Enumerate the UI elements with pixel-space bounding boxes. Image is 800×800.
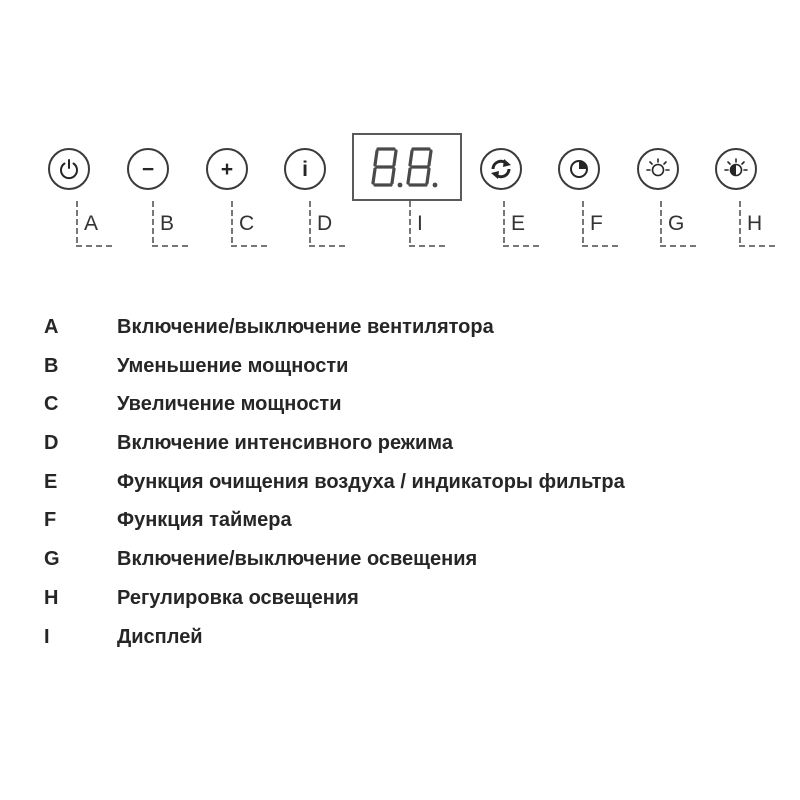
callout-e <box>503 201 543 249</box>
seven-segment-display <box>352 133 462 201</box>
callout-label: D <box>317 212 333 235</box>
legend-text: Включение интенсивного режима <box>117 432 453 455</box>
air-purification-button[interactable] <box>480 148 522 190</box>
legend-letter: H <box>44 586 59 609</box>
legend-text: Функция таймера <box>117 509 292 532</box>
legend-letter: D <box>44 432 59 455</box>
legend-text: Регулировка освещения <box>117 586 359 609</box>
legend-text: Увеличение мощности <box>117 393 342 416</box>
legend-letter: B <box>44 354 59 377</box>
info-button[interactable] <box>284 148 326 190</box>
light-button[interactable] <box>637 148 679 190</box>
callout-c <box>231 201 271 249</box>
legend-text: Функция очищения воздуха / индикаторы фильтра <box>117 470 625 493</box>
control-panel-diagram <box>0 0 800 260</box>
legend-letter: F <box>44 509 57 532</box>
plus-icon: + <box>220 157 234 181</box>
info-icon: i <box>302 157 308 181</box>
power-button[interactable] <box>48 148 90 190</box>
callout-label: F <box>590 212 603 235</box>
display-value: 88 <box>354 135 356 136</box>
legend-text: Дисплей <box>117 625 203 648</box>
minus-button[interactable] <box>127 148 169 190</box>
light-dimming-button[interactable] <box>715 148 757 190</box>
legend-text: Включение/выключение освещения <box>117 548 478 571</box>
callout-f <box>582 201 622 249</box>
callout-d <box>309 201 349 249</box>
callout-a <box>76 201 116 249</box>
callout-label: H <box>747 212 763 235</box>
callout-label: E <box>511 212 526 235</box>
legend-letter: G <box>44 548 60 571</box>
callout-label: G <box>668 212 685 235</box>
callout-label: C <box>239 212 255 235</box>
legend-letter: I <box>44 625 50 648</box>
legend-letter: C <box>44 393 59 416</box>
timer-button[interactable] <box>558 148 600 190</box>
light-dimming-icon <box>723 156 749 182</box>
callout-g <box>660 201 700 249</box>
plus-button[interactable] <box>206 148 248 190</box>
power-icon <box>56 156 82 182</box>
legend-letter: E <box>44 470 58 493</box>
callout-h <box>739 201 779 249</box>
minus-icon: − <box>141 157 155 181</box>
callout-label: I <box>417 212 423 235</box>
callout-label: A <box>84 212 99 235</box>
legend-letter: A <box>44 316 59 338</box>
light-icon <box>645 156 671 182</box>
callout-i <box>409 201 449 249</box>
refresh-icon <box>488 156 514 182</box>
legend-text: Уменьшение мощности <box>117 354 349 377</box>
callout-label: B <box>160 212 175 235</box>
display-digits <box>354 135 460 199</box>
legend-text: Включение/выключение вентилятора <box>117 316 494 338</box>
timer-icon <box>566 156 592 182</box>
callout-b <box>152 201 192 249</box>
